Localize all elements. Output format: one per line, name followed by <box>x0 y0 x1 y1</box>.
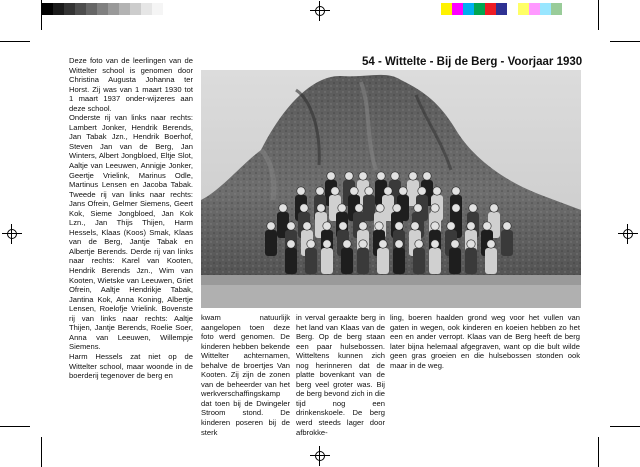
child-head <box>503 222 511 230</box>
crop-mark <box>0 426 30 427</box>
calibration-swatch <box>507 3 518 15</box>
text-column-4: ling, boeren haalden grond weg voor het vullen van gaten in wegen, ook kinderen en koeien hebben zo het een en ander verropt. Klaas van de Berg heeft de berg later bijna helemaal afgegraven, want op die bult wilde geen gras groeien en die hulsebossen stonden ook maar in de weg. <box>390 313 580 370</box>
child-head <box>327 172 335 180</box>
child-head <box>339 222 347 230</box>
child-head <box>379 240 387 248</box>
child-figure <box>501 230 513 256</box>
calibration-swatch <box>75 3 86 15</box>
registration-mark-icon <box>621 227 635 241</box>
calibration-swatch <box>141 3 152 15</box>
paragraph: Harm Hessels zat niet op de Wittelter school, maar woonde in de boerderij tegenover de berg en <box>69 351 193 381</box>
child-head <box>452 204 460 212</box>
child-head <box>433 187 441 195</box>
child-head <box>323 240 331 248</box>
child-head <box>395 240 403 248</box>
child-head <box>376 204 384 212</box>
child-figure <box>429 248 441 274</box>
child-figure <box>413 248 425 274</box>
registration-mark-icon <box>5 227 19 241</box>
child-head <box>303 222 311 230</box>
crop-mark <box>598 437 599 467</box>
crop-mark <box>598 0 599 30</box>
child-figure <box>265 230 277 256</box>
calibration-swatch <box>108 3 119 15</box>
child-figure <box>393 248 405 274</box>
child-head <box>384 187 392 195</box>
child-head <box>423 172 431 180</box>
child-figure <box>305 248 317 274</box>
child-head <box>451 240 459 248</box>
child-head <box>415 240 423 248</box>
child-head <box>300 204 308 212</box>
child-head <box>350 187 358 195</box>
child-head <box>409 172 417 180</box>
child-head <box>431 204 439 212</box>
calibration-swatch <box>496 3 507 15</box>
calibration-swatch <box>119 3 130 15</box>
calibration-swatch <box>551 3 562 15</box>
child-head <box>452 187 460 195</box>
child-head <box>345 172 353 180</box>
child-figure <box>285 248 297 274</box>
child-head <box>307 240 315 248</box>
calibration-swatch <box>42 3 53 15</box>
child-figure <box>341 248 353 274</box>
child-head <box>393 204 401 212</box>
calibration-swatch <box>64 3 75 15</box>
text-column-3: in verval geraakte berg in het land van Klaas van de Berg. Op de berg staan een paar hulsebossen. Witteltens kunnen zich nog herinneren dat de platte bovenkant van de berg veel groter was. Bij de berg bevond zich in die tijd nog een drinkenskoele. De berg werd steeds lager door afbrokke- <box>296 313 385 437</box>
page-title: 54 - Wittelte - Bij de Berg - Voorjaar 1930 <box>362 56 583 68</box>
registration-mark-icon <box>313 449 327 463</box>
child-head <box>287 222 295 230</box>
calibration-swatch <box>463 3 474 15</box>
child-head <box>267 222 275 230</box>
calibration-swatch <box>485 3 496 15</box>
child-head <box>469 204 477 212</box>
child-head <box>414 204 422 212</box>
child-head <box>359 222 367 230</box>
child-head <box>487 240 495 248</box>
calibration-swatch <box>152 3 163 15</box>
child-head <box>467 222 475 230</box>
child-figure <box>357 248 369 274</box>
child-head <box>331 187 339 195</box>
child-head <box>287 240 295 248</box>
child-head <box>411 222 419 230</box>
child-head <box>375 222 383 230</box>
child-head <box>399 187 407 195</box>
child-head <box>431 222 439 230</box>
child-head <box>395 222 403 230</box>
child-head <box>297 187 305 195</box>
calibration-swatch <box>441 3 452 15</box>
calibration-swatch <box>86 3 97 15</box>
paragraph: Onderste rij van links naar rechts: Lambert Jonker, Hendrik Berends, Jan Tabak Jzn., Hendrik Boerhof, Steven Jan van de Berg, Jan Winters, Albert Jongbloed, Eltje Slot, Aaltje van Leeuwen, Annigje Jonker, Geertje Vrielink, Marinus Odle, Martinus Lensen en Jacoba Tabak. Tweede rij van links naar rechts: Jans Ofrein, Gelmer Siemens, Geert Kok, Sieme Jongbloed, Jan Kok Lzn., Jan Thijs Thijen, Harm Hessels, Klaas (Koos) Smak, Klaas van de Berg, Jantje Tabak en Albertje Berends. Derde rij van links naar rechts: Karel van Kooten, Hendrik Berends Jzn., Wim van Kooten, Wietske van Leeuwen, Griet Ofrein, Aaltje Hendrikje Tabak, Jantina Kok, Anna Koning, Albertje Lensen, Roelofje Vrielink. Bovenste rij van links naar rechts: Aaltje Thijen, Jantje Berends, Roelie Soer, Anna van Leeuwen, Willempje Siemens. <box>69 113 193 352</box>
calibration-swatch <box>452 3 463 15</box>
child-head <box>279 204 287 212</box>
child-head <box>359 240 367 248</box>
child-head <box>483 222 491 230</box>
calibration-swatch <box>53 3 64 15</box>
text-column-left <box>69 56 193 381</box>
crop-mark <box>0 41 30 42</box>
child-head <box>431 240 439 248</box>
school-group-photo <box>201 70 581 308</box>
calibration-swatch <box>529 3 540 15</box>
calibration-swatch <box>97 3 108 15</box>
child-figure <box>485 248 497 274</box>
child-head <box>365 187 373 195</box>
child-head <box>359 172 367 180</box>
calibration-swatch <box>540 3 551 15</box>
child-head <box>447 222 455 230</box>
calibration-swatch <box>518 3 529 15</box>
child-head <box>490 204 498 212</box>
child-figure <box>377 248 389 274</box>
crop-mark <box>41 437 42 467</box>
child-head <box>317 204 325 212</box>
color-calibration-bar <box>441 3 562 15</box>
child-figure <box>321 248 333 274</box>
child-head <box>343 240 351 248</box>
gray-calibration-bar <box>42 3 163 15</box>
child-head <box>323 222 331 230</box>
registration-mark-icon <box>313 4 327 18</box>
text-column-2: kwam natuurlijk aangelopen toen deze foto werd genomen. De kinderen hebben bekende Wittelter achternamen, behalve de broertjes Van Kooten. Zij zijn de zonen van de beheerder van het werkverschaffingskamp dat toen bij de Dwingeler Stroom stond. De kinderen poseren bij de sterk <box>201 313 290 437</box>
calibration-swatch <box>474 3 485 15</box>
child-head <box>418 187 426 195</box>
child-head <box>355 204 363 212</box>
child-head <box>316 187 324 195</box>
crop-mark <box>41 0 42 30</box>
child-figure <box>465 248 477 274</box>
calibration-swatch <box>130 3 141 15</box>
child-figure <box>449 248 461 274</box>
paragraph: Deze foto van de leerlingen van de Wittelter school is genomen door Christina Augusta Johanna ter Horst. Zij was van 1 maart 1930 tot 1 maart 1937 onder-wijzeres aan deze school. <box>69 56 193 113</box>
crop-mark <box>610 41 640 42</box>
child-head <box>377 172 385 180</box>
child-head <box>467 240 475 248</box>
child-head <box>391 172 399 180</box>
crop-mark <box>610 426 640 427</box>
child-head <box>338 204 346 212</box>
